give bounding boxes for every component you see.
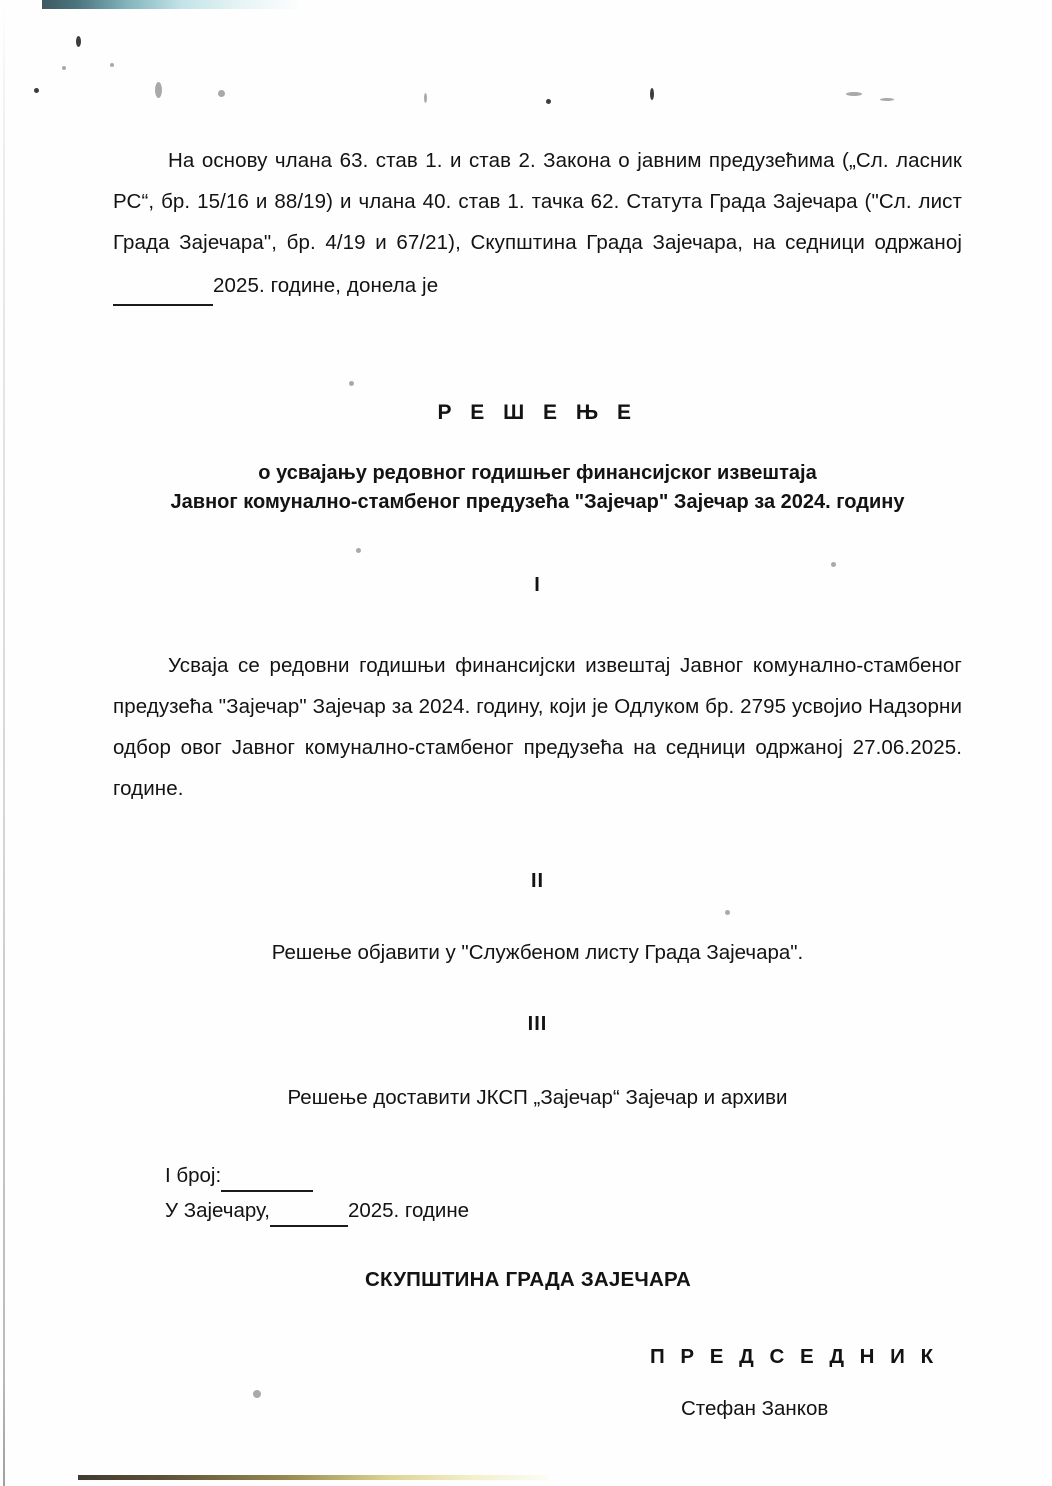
footer-organization-name: СКУПШТИНА ГРАДА ЗАЈЕЧАРА <box>365 1268 692 1291</box>
section-2-numeral-block <box>113 870 962 893</box>
document-subtitle-line-1: о усвајању редовног годишњег финансијског извештаја <box>258 462 817 484</box>
signatory-role: П Р Е Д С Е Д Н И К <box>650 1345 939 1368</box>
section-1-numeral-block <box>113 574 962 597</box>
scan-speck <box>725 910 730 915</box>
document-subtitle-line-2: Јавног комунално-стамбеног предузећа "Зајечар" Зајечар за 2024. годину <box>170 491 905 513</box>
footer-number-blank[interactable] <box>221 1157 313 1192</box>
scan-artifact-top-band <box>42 0 297 9</box>
preamble-text-before-blank: На основу члана 63. став 1. и став 2. Закона о јавним предузећима („Сл. ласник РС“, бр. 15/16 и 88/19) и члана 40. став 1. тачка 62. Статута Града Зајечара ("Сл. лист Града Зајечара", бр. 4/19 и 67/21), Скупштина Града Зајечара, на седници одржаној <box>113 149 962 254</box>
section-3-numeral-block <box>113 1013 962 1036</box>
scan-speck <box>155 82 162 98</box>
preamble-text-after-blank: 2025. године, донела је <box>213 274 439 297</box>
title-block <box>113 401 962 425</box>
scan-speck <box>349 381 354 386</box>
footer-date-blank[interactable] <box>270 1192 348 1227</box>
scan-speck <box>110 63 114 67</box>
scan-speck <box>546 99 551 104</box>
scan-speck <box>76 36 81 47</box>
section-2-paragraph: Решење објавити у "Службеном листу Града Зајечара". <box>271 941 804 964</box>
document-title: Р Е Ш Е Њ Е <box>437 401 638 424</box>
section-3-paragraph: Решење доставити ЈКСП „Зајечар“ Зајечар и архиви <box>287 1086 788 1109</box>
section-numeral-ii: II <box>530 870 545 892</box>
subtitle-block <box>113 459 962 517</box>
footer-year-suffix: 2025. године <box>347 1199 470 1222</box>
scan-speck <box>253 1390 261 1398</box>
footer-number-label: I број: <box>165 1164 222 1187</box>
footer-signature-block <box>650 1345 1010 1421</box>
section-2-body-block <box>113 941 962 965</box>
scan-speck <box>650 88 654 100</box>
section-3-body-block <box>113 1086 962 1110</box>
footer-number-line <box>165 1157 665 1192</box>
scan-speck <box>62 66 66 70</box>
scan-speck <box>218 90 225 97</box>
section-numeral-iii: III <box>527 1013 548 1035</box>
scan-artifact-left-edge <box>3 0 5 1486</box>
section-numeral-i: I <box>534 574 541 596</box>
scan-artifact-bottom-band <box>78 1475 548 1480</box>
scan-speck <box>846 92 862 96</box>
scan-speck <box>831 562 836 567</box>
section-1-paragraph: Усваја се редовни годишњи финансијски извештај Јавног комунално-стамбеног предузећа "Зајечар" Зајечар за 2024. годину, који је Одлуком бр. 2795 усвојио Надзорни одбор овог Јавног комунално-стамбеног предузећа на седници одржаној 27.06.2025. године. <box>113 654 962 800</box>
footer-place-label: У Зајечару, <box>165 1199 270 1222</box>
footer-reference-block <box>165 1157 665 1227</box>
section-1-body-block <box>113 645 962 809</box>
scan-speck <box>880 98 894 101</box>
preamble-date-blank[interactable] <box>113 263 213 306</box>
scan-speck <box>34 88 39 93</box>
scan-speck <box>356 548 361 553</box>
scan-speck <box>424 93 427 103</box>
signatory-name: Стефан Занков <box>681 1397 829 1420</box>
footer-organization-block <box>365 1268 865 1292</box>
footer-place-line <box>165 1192 665 1227</box>
preamble-paragraph <box>113 140 962 306</box>
preamble-block <box>113 140 962 306</box>
